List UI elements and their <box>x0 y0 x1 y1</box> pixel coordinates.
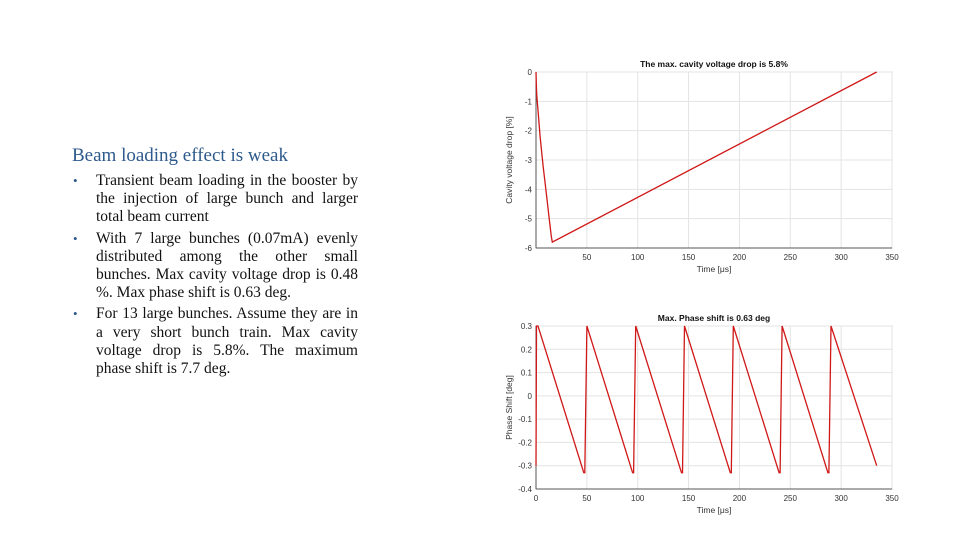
x-tick-label: 350 <box>885 494 899 503</box>
bullet-list <box>72 172 358 381</box>
y-tick-label: 0.2 <box>520 345 532 355</box>
y-tick-label: 0.1 <box>520 368 532 378</box>
bullet-text: For 13 large bunches. Assume they are in a very short bunch train. Max cavity voltage drop is 5.8%. The maximum phase shift is 7.7 deg. <box>96 305 358 378</box>
y-tick-label: 0 <box>527 68 532 77</box>
x-tick-label: 200 <box>732 494 747 503</box>
bullet-text: Transient beam loading in the booster by the injection of large bunch and larger total beam current <box>96 172 358 226</box>
y-axis-label: Phase Shift [deg] <box>504 375 514 440</box>
x-axis-label: Time [μs] <box>696 264 732 274</box>
x-tick-label: 250 <box>783 494 797 503</box>
y-tick-label: 0.3 <box>520 322 532 331</box>
x-tick-label: 200 <box>732 253 747 262</box>
bullet-marker: • <box>73 230 78 246</box>
y-axis-label: Cavity voltage drop [%] <box>504 116 514 204</box>
bullet-text: With 7 large bunches (0.07mA) evenly distributed among the other small bunches. Max cavity voltage drop is 0.48 %. Max phase shift is 0.63 deg. <box>96 229 358 302</box>
y-tick-label: -4 <box>524 185 532 195</box>
x-tick-label: 300 <box>834 253 848 262</box>
y-tick-label: -0.3 <box>518 461 532 471</box>
y-tick-label: -5 <box>524 214 532 224</box>
x-tick-label: 350 <box>885 253 899 262</box>
x-tick-label: 100 <box>631 253 645 262</box>
y-tick-label: -0.2 <box>518 438 532 448</box>
x-tick-label: 250 <box>783 253 797 262</box>
y-tick-label: 0 <box>527 391 532 401</box>
voltage-drop-plot <box>494 48 914 280</box>
y-tick-label: -3 <box>524 156 532 165</box>
phase-shift-chart <box>494 308 914 518</box>
slide-heading: Beam loading effect is weak <box>72 145 288 166</box>
y-tick-label: -2 <box>524 126 532 136</box>
bullet-item <box>72 172 358 227</box>
x-tick-label: 150 <box>681 494 696 503</box>
x-tick-label: 100 <box>631 494 645 503</box>
chart-title: Max. Phase shift is 0.63 deg <box>657 313 771 323</box>
bullet-item <box>72 230 358 303</box>
bullet-item <box>72 305 358 378</box>
x-axis-label: Time [μs] <box>696 505 732 515</box>
phase-shift-plot <box>494 308 914 518</box>
bullet-marker: • <box>73 306 78 322</box>
y-tick-label: -1 <box>524 97 532 107</box>
x-tick-label: 50 <box>582 494 592 503</box>
y-tick-label: -0.4 <box>518 485 532 494</box>
bullet-marker: • <box>73 173 78 188</box>
chart-title: The max. cavity voltage drop is 5.8% <box>640 59 788 69</box>
x-tick-label: 50 <box>582 253 592 262</box>
y-tick-label: -6 <box>524 244 532 253</box>
y-tick-label: -0.1 <box>518 415 532 425</box>
x-tick-label: 150 <box>681 253 696 262</box>
x-tick-label: 300 <box>834 494 848 503</box>
voltage-drop-chart <box>494 48 914 280</box>
x-tick-label: 0 <box>533 494 539 503</box>
